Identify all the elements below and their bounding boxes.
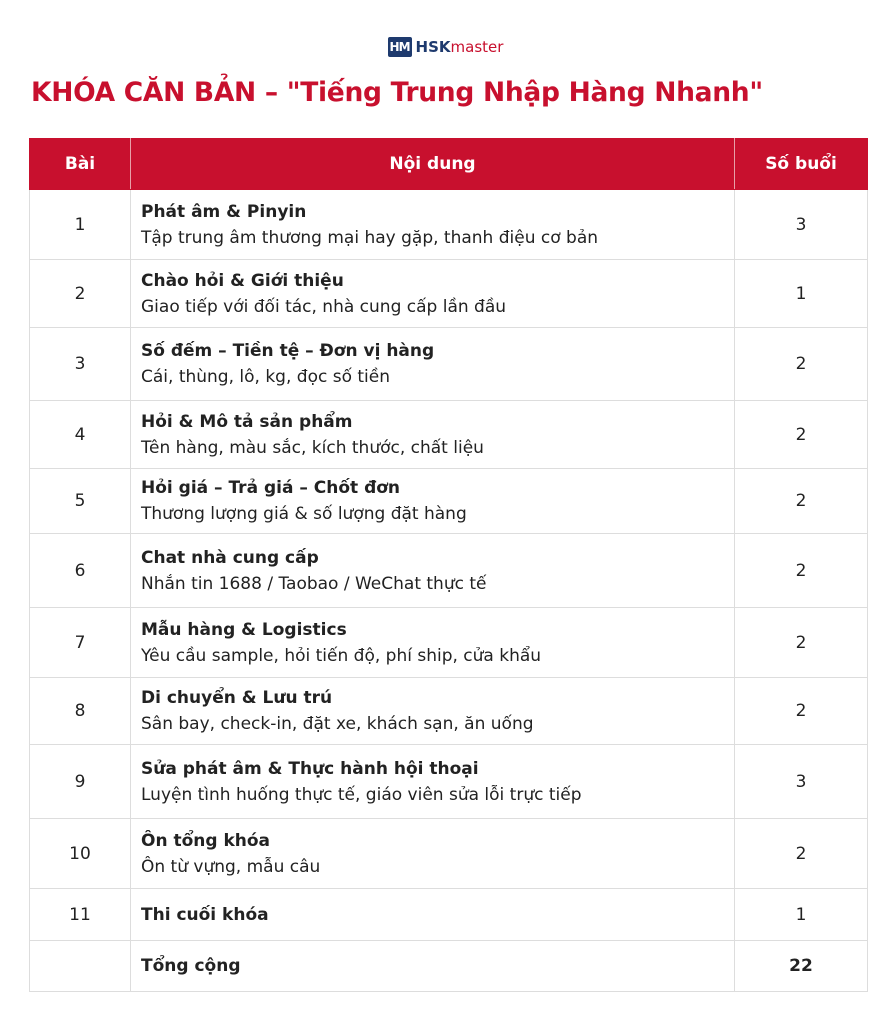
brand-name-light: master [450, 38, 504, 56]
lesson-content [131, 745, 735, 819]
session-count: 2 [735, 401, 868, 469]
brand-logo [0, 35, 891, 59]
session-count: 2 [735, 328, 868, 401]
lesson-number: 3 [30, 328, 131, 401]
lesson-number: 7 [30, 608, 131, 678]
page-title: KHÓA CĂN BẢN – "Tiếng Trung Nhập Hàng Nhanh" [31, 77, 763, 108]
lesson-number: 11 [30, 889, 131, 941]
total-sessions: 22 [735, 941, 868, 992]
lesson-description: Giao tiếp với đối tác, nhà cung cấp lần đầu [141, 296, 507, 317]
lesson-title: Hỏi & Mô tả sản phẩm [141, 411, 353, 432]
lesson-title: Chào hỏi & Giới thiệu [141, 270, 344, 291]
table-row [30, 608, 868, 678]
lesson-content [131, 534, 735, 608]
table-row [30, 745, 868, 819]
lesson-description: Luyện tình huống thực tế, giáo viên sửa lỗi trực tiếp [141, 784, 582, 805]
lesson-description: Tập trung âm thương mại hay gặp, thanh điệu cơ bản [141, 227, 599, 248]
session-count: 2 [735, 469, 868, 534]
lesson-title: Hỏi giá – Trả giá – Chốt đơn [141, 478, 401, 498]
lesson-number: 4 [30, 401, 131, 469]
lesson-title: Phát âm & Pinyin [141, 201, 307, 222]
table-total-row [30, 941, 868, 992]
total-label: Tổng cộng [141, 956, 241, 976]
session-count: 1 [735, 889, 868, 941]
lesson-content [131, 190, 735, 260]
table-row [30, 469, 868, 534]
lesson-content [131, 469, 735, 534]
lesson-content [131, 328, 735, 401]
lesson-description: Nhắn tin 1688 / Taobao / WeChat thực tế [141, 573, 487, 594]
lesson-description: Thương lượng giá & số lượng đặt hàng [141, 504, 467, 524]
lesson-title: Mẫu hàng & Logistics [141, 619, 347, 640]
lesson-content [131, 608, 735, 678]
session-count: 3 [735, 745, 868, 819]
lesson-title: Ôn tổng khóa [141, 830, 271, 851]
brand-name [416, 37, 504, 57]
session-count: 3 [735, 190, 868, 260]
lesson-number: 1 [30, 190, 131, 260]
hm-logo-icon: HM [388, 37, 412, 57]
session-count: 2 [735, 534, 868, 608]
lesson-description: Yêu cầu sample, hỏi tiến độ, phí ship, cửa khẩu [141, 645, 542, 666]
lesson-title: Di chuyển & Lưu trú [141, 688, 333, 708]
table-header-row [30, 139, 868, 190]
column-header-content: Nội dung [131, 139, 735, 190]
lesson-number: 8 [30, 678, 131, 745]
lesson-content [131, 819, 735, 889]
column-header-sessions: Số buổi [735, 139, 868, 190]
lesson-description: Sân bay, check-in, đặt xe, khách sạn, ăn uống [141, 714, 534, 734]
lesson-description: Cái, thùng, lô, kg, đọc số tiền [141, 367, 391, 387]
lesson-number: 5 [30, 469, 131, 534]
table-row [30, 401, 868, 469]
table-row [30, 534, 868, 608]
lesson-title: Số đếm – Tiền tệ – Đơn vị hàng [141, 341, 435, 361]
lesson-number: 2 [30, 260, 131, 328]
session-count: 2 [735, 819, 868, 889]
column-header-lesson: Bài [30, 139, 131, 190]
lesson-number: 10 [30, 819, 131, 889]
table-row [30, 819, 868, 889]
session-count: 1 [735, 260, 868, 328]
total-label-cell [131, 941, 735, 992]
lesson-description: Tên hàng, màu sắc, kích thước, chất liệu [141, 437, 484, 458]
lesson-title: Chat nhà cung cấp [141, 547, 319, 568]
table-row [30, 328, 868, 401]
total-empty-cell [30, 941, 131, 992]
lesson-content [131, 889, 735, 941]
lesson-number: 6 [30, 534, 131, 608]
table-row [30, 190, 868, 260]
lesson-description: Ôn từ vựng, mẫu câu [141, 856, 321, 877]
table-row [30, 678, 868, 745]
table-row [30, 260, 868, 328]
lesson-title: Thi cuối khóa [141, 904, 269, 925]
session-count: 2 [735, 678, 868, 745]
course-table [29, 138, 868, 992]
lesson-content [131, 678, 735, 745]
table-row [30, 889, 868, 941]
lesson-title: Sửa phát âm & Thực hành hội thoại [141, 758, 479, 779]
lesson-number: 9 [30, 745, 131, 819]
session-count: 2 [735, 608, 868, 678]
lesson-content [131, 401, 735, 469]
brand-name-bold: HSK [415, 38, 451, 56]
lesson-content [131, 260, 735, 328]
